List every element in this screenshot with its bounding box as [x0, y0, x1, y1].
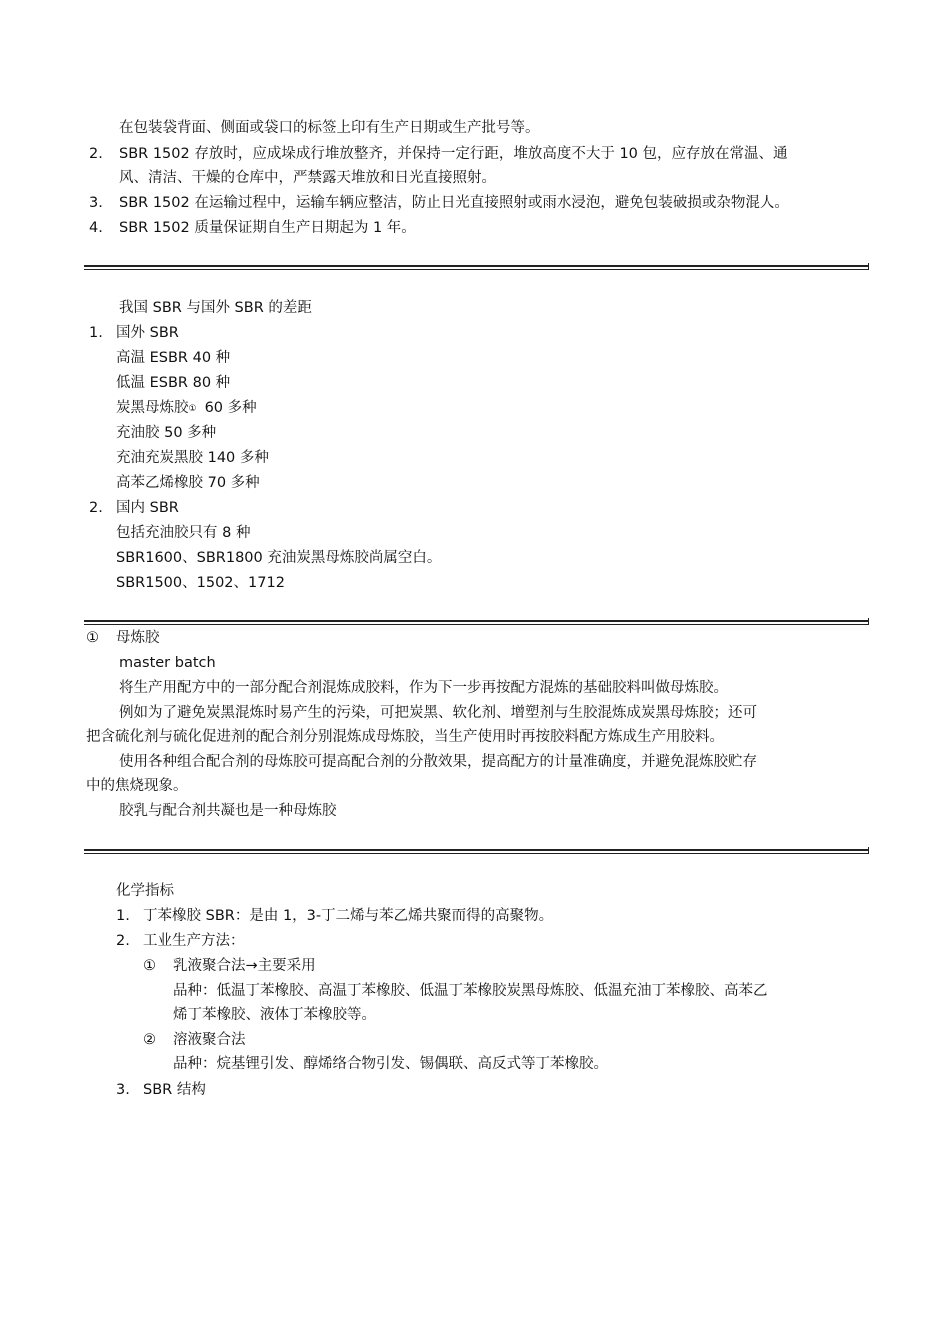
gap-domestic-row-1: 包括充油胶只有 8 种 — [116, 525, 251, 541]
gap-foreign-row-1: 高温 ESBR 40 种 — [116, 350, 231, 366]
footnote-paragraph-2-line1: 例如为了避免炭黑混炼时易产生的污染，可把炭黑、软化剂、增塑剂与生胶混炼成炭黑母炼胶；还可 — [119, 705, 757, 721]
gap-foreign-row-3-count: 60 多种 — [204, 400, 257, 416]
footnote-paragraph-4: 胶乳与配合剂共凝也是一种母炼胶 — [119, 803, 337, 819]
storage-item-2-line1: SBR 1502 存放时，应成垛成行堆放整齐，并保持一定行距，堆放高度不大于 10 包，应存放在常温、通 — [119, 146, 788, 162]
storage-item-4-number: 4. — [89, 220, 103, 236]
gap-foreign-row-2: 低温 ESBR 80 种 — [116, 375, 231, 391]
gap-domestic-row-3: SBR1500、1502、1712 — [116, 575, 285, 591]
storage-item-2-number: 2. — [89, 146, 103, 162]
footnote-english: master batch — [119, 655, 216, 671]
chem-sub-1-desc-line2: 烯丁苯橡胶、液体丁苯橡胶等。 — [173, 1007, 376, 1023]
chem-item-3-number: 3. — [116, 1082, 130, 1098]
gap-foreign-row-5: 充油充炭黑胶 140 多种 — [116, 450, 269, 466]
footnote-divider — [84, 620, 868, 625]
section-divider-2 — [84, 849, 868, 854]
gap-foreign-row-3 — [116, 397, 257, 420]
storage-item-3-number: 3. — [89, 195, 103, 211]
footnote-paragraph-1: 将生产用配方中的一部分配合剂混炼成胶料，作为下一步再按配方混炼的基础胶料叫做母炼胶。 — [119, 680, 728, 696]
gap-title: 我国 SBR 与国外 SBR 的差距 — [119, 300, 312, 316]
storage-line-0: 在包装袋背面、侧面或袋口的标签上印有生产日期或生产批号等。 — [119, 120, 540, 136]
footnote-paragraph-3-line2: 中的焦烧现象。 — [86, 778, 188, 794]
gap-domestic-label: 国内 SBR — [116, 500, 179, 516]
gap-foreign-number: 1. — [89, 325, 103, 341]
footnote-title: 母炼胶 — [116, 630, 160, 646]
storage-item-3-line1: SBR 1502 在运输过程中，运输车辆应整洁，防止日光直接照射或雨水浸泡，避免包装破损或杂物混人。 — [119, 195, 789, 211]
chem-item-2-text: 工业生产方法： — [143, 933, 245, 949]
gap-foreign-row-4: 充油胶 50 多种 — [116, 425, 217, 441]
chem-sub-1-mark: ① — [143, 958, 156, 974]
gap-foreign-row-6: 高苯乙烯橡胶 70 多种 — [116, 475, 260, 491]
chem-item-1-number: 1. — [116, 908, 130, 924]
footnote-mark: ① — [86, 630, 99, 646]
chem-title: 化学指标 — [116, 883, 174, 899]
gap-domestic-number: 2. — [89, 500, 103, 516]
chem-item-3-text: SBR 结构 — [143, 1082, 206, 1098]
storage-item-4-line1: SBR 1502 质量保证期自生产日期起为 1 年。 — [119, 220, 416, 236]
chem-sub-2-desc-line1: 品种：烷基锂引发、醇烯络合物引发、锡偶联、高反式等丁苯橡胶。 — [173, 1056, 608, 1072]
chem-sub-2-text: 溶液聚合法 — [173, 1032, 246, 1048]
storage-item-2-line2: 风、清洁、干燥的仓库中，严禁露天堆放和日光直接照射。 — [119, 170, 496, 186]
chem-item-2-number: 2. — [116, 933, 130, 949]
section-divider-1 — [84, 265, 868, 270]
chem-sub-1-desc-line1: 品种：低温丁苯橡胶、高温丁苯橡胶、低温丁苯橡胶炭黑母炼胶、低温充油丁苯橡胶、高苯乙 — [173, 983, 768, 999]
footnote-paragraph-3-line1: 使用各种组合配合剂的母炼胶可提高配合剂的分散效果，提高配方的计量准确度，并避免混炼胶贮存 — [119, 754, 757, 770]
gap-foreign-row-3-text: 炭黑母炼胶 — [116, 400, 189, 416]
chem-sub-2-mark: ② — [143, 1032, 156, 1048]
footnote-paragraph-2-line2: 把含硫化剂与硫化促进剂的配合剂分别混炼成母炼胶，当生产使用时再按胶料配方炼成生产用胶料。 — [86, 729, 724, 745]
gap-foreign-label: 国外 SBR — [116, 325, 179, 341]
footnote-reference-mark[interactable]: ① — [188, 404, 197, 414]
gap-domestic-row-2: SBR1600、SBR1800 充油炭黑母炼胶尚属空白。 — [116, 550, 442, 566]
chem-sub-1-text: 乳液聚合法→主要采用 — [173, 958, 316, 974]
chem-item-1-text: 丁苯橡胶 SBR：是由 1，3-丁二烯与苯乙烯共聚而得的高聚物。 — [143, 908, 554, 924]
